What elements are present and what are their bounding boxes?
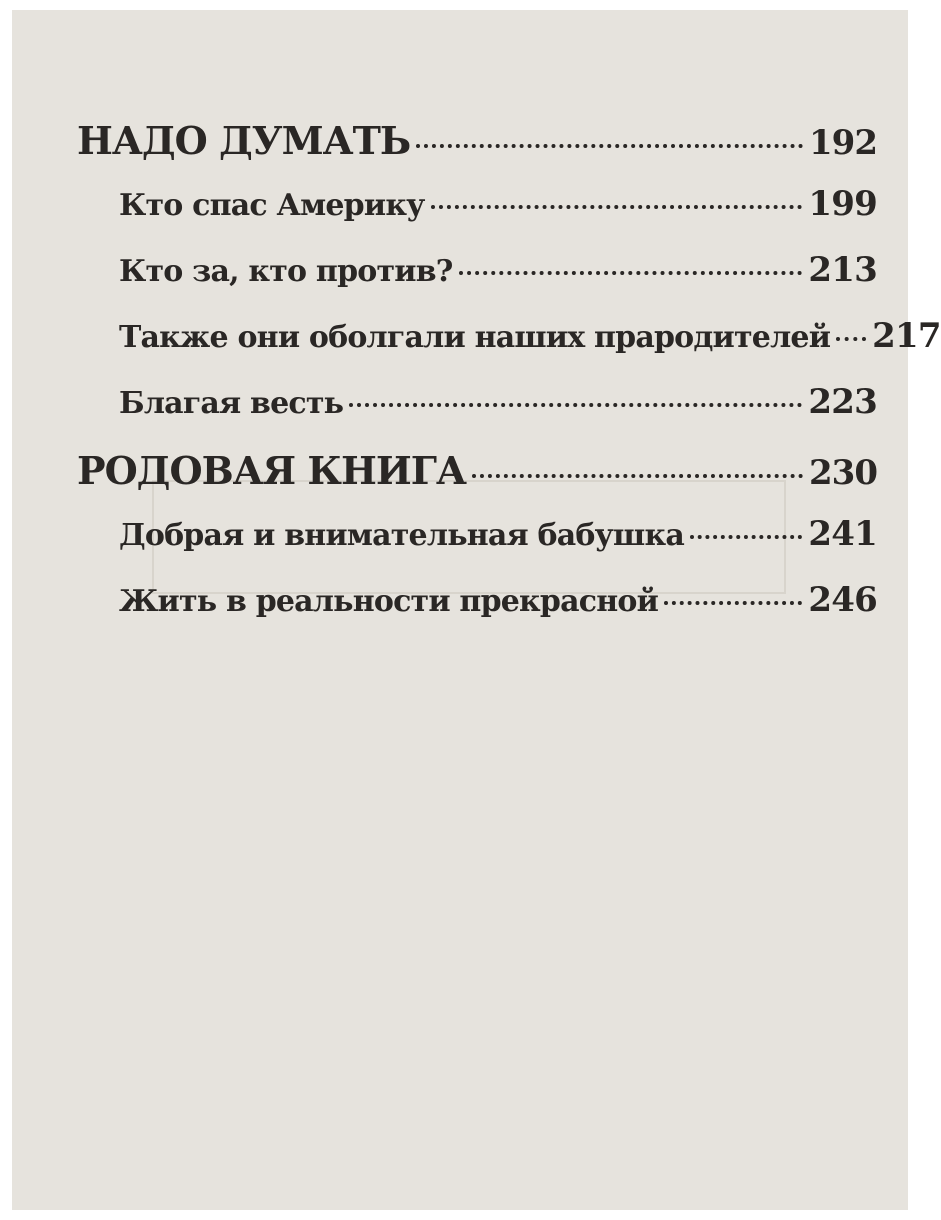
toc-entry-page: 192 bbox=[809, 123, 877, 163]
toc-entry-section bbox=[77, 250, 877, 316]
dot-leader bbox=[690, 535, 802, 539]
dot-leader bbox=[472, 474, 803, 478]
toc-entry-chapter bbox=[77, 118, 877, 184]
dot-leader bbox=[431, 205, 803, 209]
toc-entry-page: 246 bbox=[808, 580, 877, 620]
table-of-contents bbox=[77, 118, 941, 646]
toc-entry-page: 217 bbox=[872, 316, 941, 356]
toc-entry-section bbox=[77, 184, 877, 250]
toc-entry-section bbox=[77, 316, 941, 382]
dot-leader bbox=[349, 403, 802, 407]
toc-entry-page: 241 bbox=[808, 514, 877, 554]
toc-entry-page: 223 bbox=[808, 382, 877, 422]
toc-entry-chapter bbox=[77, 448, 877, 514]
toc-entry-section bbox=[77, 514, 877, 580]
dot-leader bbox=[459, 271, 803, 275]
toc-entry-title: РОДОВАЯ КНИГА bbox=[77, 448, 466, 493]
dot-leader bbox=[416, 144, 803, 148]
toc-entry-title: Добрая и внимательная бабушка bbox=[119, 518, 684, 553]
toc-entry-section bbox=[77, 382, 877, 448]
toc-entry-title: Благая весть bbox=[119, 386, 344, 421]
book-page bbox=[12, 10, 941, 1210]
toc-entry-page: 230 bbox=[809, 453, 877, 493]
toc-entry-title: Жить в реальности прекрасной bbox=[119, 584, 659, 619]
toc-entry-title: Кто за, кто против? bbox=[119, 254, 453, 289]
toc-entry-page: 199 bbox=[808, 184, 877, 224]
toc-entry-title: Кто спас Америку bbox=[119, 188, 425, 223]
dot-leader bbox=[664, 601, 802, 605]
toc-entry-section bbox=[77, 580, 877, 646]
toc-entry-title: НАДО ДУМАТЬ bbox=[77, 118, 411, 163]
toc-entry-page: 213 bbox=[808, 250, 877, 290]
dot-leader bbox=[836, 337, 866, 341]
toc-entry-title: Также они оболгали наших прародителей bbox=[119, 320, 831, 355]
